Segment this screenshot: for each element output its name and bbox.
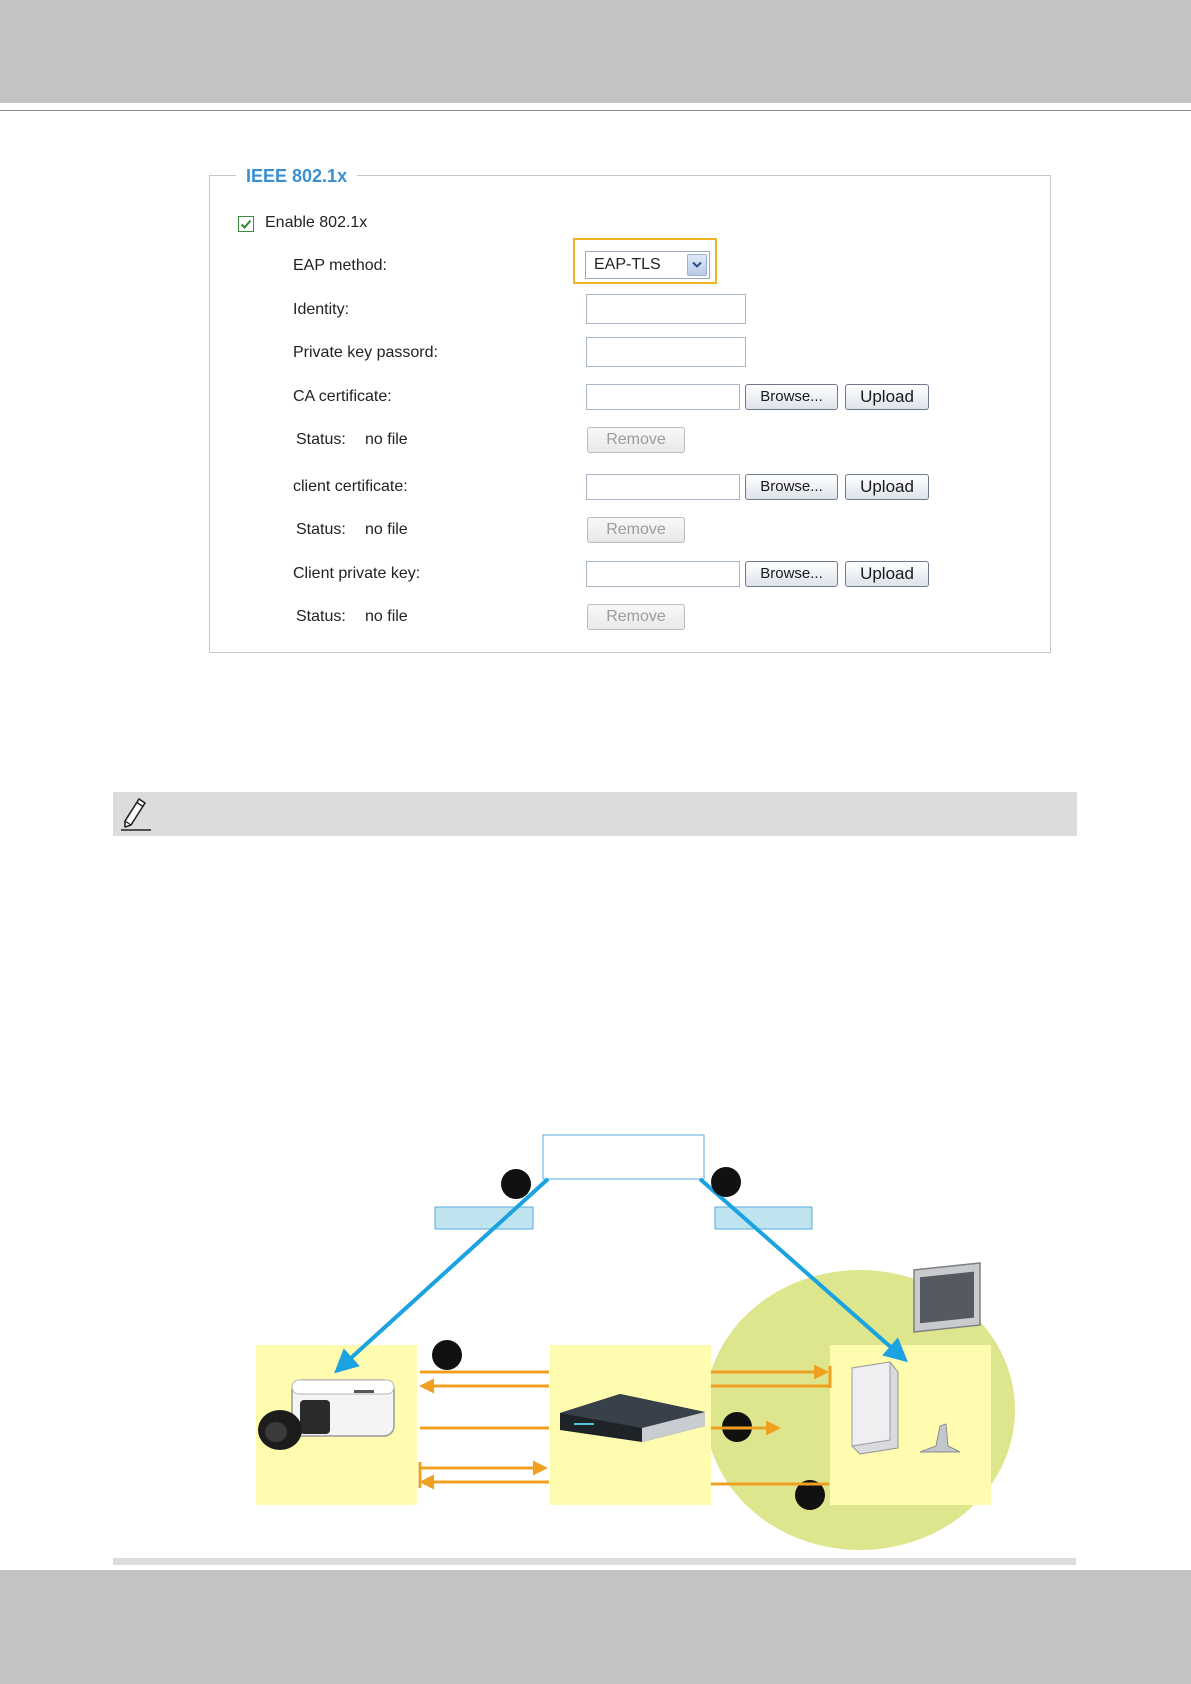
ca-certificate-browse-button[interactable]: Browse... xyxy=(745,384,838,410)
certificate-authority-box xyxy=(543,1135,704,1179)
certificate-label-right xyxy=(715,1207,812,1229)
client-key-status-label: Status: xyxy=(296,608,346,625)
eap-method-label: EAP method: xyxy=(293,257,387,274)
step-badge-1 xyxy=(501,1169,531,1199)
identity-label: Identity: xyxy=(293,301,350,318)
step-badge-3 xyxy=(432,1340,462,1370)
client-private-key-upload-button[interactable]: Upload xyxy=(845,561,929,587)
ca-certificate-remove-button[interactable]: Remove xyxy=(587,427,685,453)
private-key-password-label: Private key passord: xyxy=(293,344,438,361)
client-key-status-value: no file xyxy=(365,608,408,625)
enable-8021x-label: Enable 802.1x xyxy=(265,214,368,231)
fieldset-legend: IEEE 802.1x xyxy=(236,165,357,187)
eap-method-value: EAP-TLS xyxy=(594,256,661,273)
client-certificate-upload-button[interactable]: Upload xyxy=(845,474,929,500)
ca-certificate-upload-button[interactable]: Upload xyxy=(845,384,929,410)
client-cert-status-value: no file xyxy=(365,521,408,538)
footer-divider xyxy=(113,1558,1076,1565)
client-private-key-browse-button[interactable]: Browse... xyxy=(745,561,838,587)
client-certificate-browse-button[interactable]: Browse... xyxy=(745,474,838,500)
certificate-label-left xyxy=(435,1207,533,1229)
page-footer-band xyxy=(0,1570,1191,1684)
client-certificate-label: client certificate: xyxy=(293,478,408,495)
client-private-key-remove-button[interactable]: Remove xyxy=(587,604,685,630)
ca-status-value: no file xyxy=(365,431,408,448)
step-badge-2 xyxy=(711,1167,741,1197)
ca-certificate-label: CA certificate: xyxy=(293,388,392,405)
client-cert-status-label: Status: xyxy=(296,521,346,538)
ca-status-label: Status: xyxy=(296,431,346,448)
client-private-key-label: Client private key: xyxy=(293,565,421,582)
client-certificate-remove-button[interactable]: Remove xyxy=(587,517,685,543)
